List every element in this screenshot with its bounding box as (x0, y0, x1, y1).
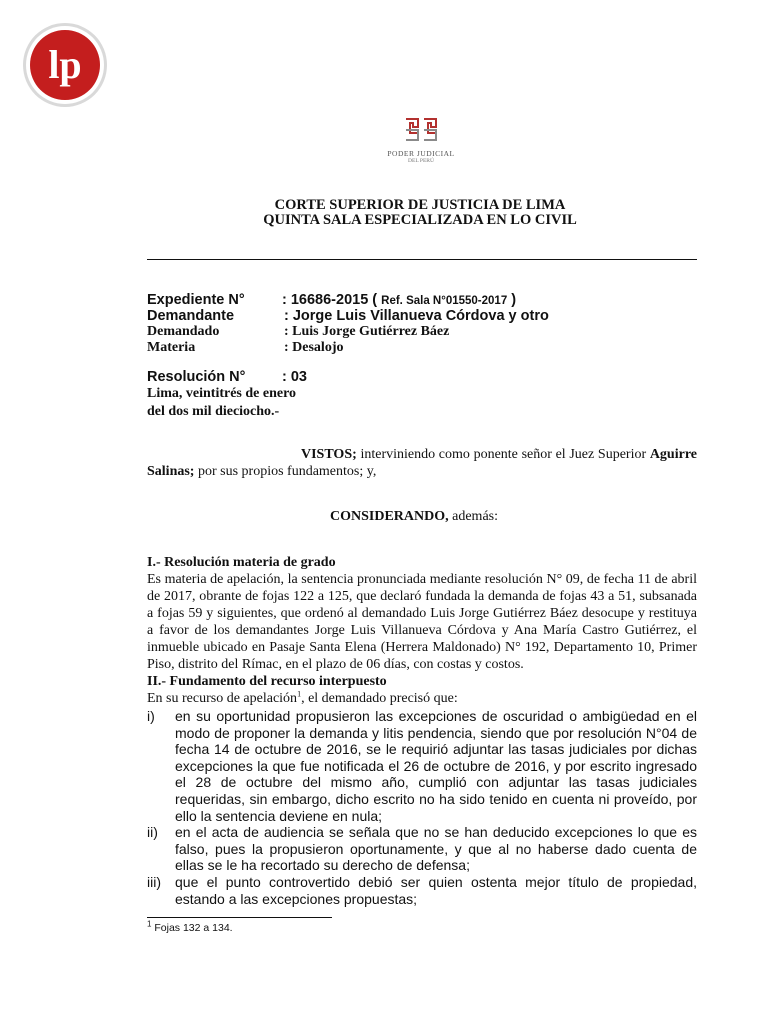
vistos-tail: por sus propios fundamentos; y, (194, 464, 377, 479)
header-divider (147, 259, 697, 260)
list-item (147, 824, 697, 874)
demandado-label: Demandado (147, 324, 220, 339)
ref-close: ) (507, 292, 517, 308)
demandante-label: Demandante (147, 308, 235, 324)
court-name: CORTE SUPERIOR DE JUSTICIA DE LIMA (274, 197, 566, 213)
ref-open: ( (372, 292, 382, 308)
considerando-heading (330, 508, 630, 525)
lp-logo-icon (22, 22, 108, 108)
date-line-1: Lima, veintitrés de enero (147, 386, 297, 401)
appeal-points-list (147, 708, 697, 907)
list-marker: iii) (147, 873, 161, 890)
judge-name: Aguirre Salinas; (147, 447, 697, 479)
section-1 (147, 554, 697, 673)
demandado-value: : Luis Jorge Gutiérrez Báez (284, 324, 450, 339)
list-item-text: en su oportunidad propusieron las excepciones de oscuridad o ambigüedad en el modo de proponer la demanda y litis pendencia, siendo que por resolución N°04 de fecha 14 de octubre de 2016, se le requirió adjuntar las tasas judiciales por dichas excepciones la que fue notificada el 26 de octubre de 2016, y por escrito ingresado el 28 de octubre del mismo año, cumplió con adjuntar las tasas judiciales requeridas, sin embargo, dicho escrito no ha sido tenido en cuenta ni proveído, por ello la sentencia deviene en nula; (175, 708, 697, 824)
list-marker: ii) (147, 824, 158, 841)
list-item (147, 708, 697, 824)
materia-value: : Desalojo (284, 340, 344, 355)
demandante-value: : Jorge Luis Villanueva Córdova y otro (284, 308, 549, 324)
resolucion-label: Resolución N° (147, 369, 246, 385)
vistos-lead: VISTOS; (301, 447, 357, 462)
date-line-2: del dos mil dieciocho.- (147, 404, 280, 419)
seal-sub: DEL PERÚ (408, 158, 434, 164)
section-2-intro: En su recurso de apelación$^1$, el demandado precisó que: (147, 689, 458, 706)
expediente-label: Expediente N° (147, 292, 245, 308)
section-1-text: Es materia de apelación, la sentencia pronunciada mediante resolución N° 09, de fecha 11 de abril de 2017, obrante de fojas 122 a 125, que declaró fundada la demanda de fojas 43 a 51, subsanada a fojas 59 y siguientes, que ordenó al demandado Luis Jorge Gutiérrez Báez desocupe y restituya a favor de los demandantes Jorge Luis Villanueva Córdova y Ana María Castro Gutiérrez, el inmueble ubicado en Pasaje Santa Elena (Herrera Maldonado) N° 192, Departamento 10, Primer Piso, distrito del Rímac, en el plazo de 06 días, con costas y costos. (147, 572, 697, 672)
considerando-rest: además: (448, 509, 498, 524)
vistos-paragraph (147, 446, 697, 480)
resolucion-value: : 03 (282, 369, 307, 385)
ref-value: Ref. Sala N°01550-2017 (381, 295, 508, 307)
list-item-text: que el punto controvertido debió ser quien ostenta mejor título de propiedad, estando a las excepciones propuestas; (175, 873, 697, 907)
section-2-title: II.- Fundamento del recurso interpuesto (147, 674, 387, 689)
seal-org: PODER JUDICIAL (387, 149, 455, 158)
logo-text: lp (48, 42, 82, 87)
footnote-ref: 1 (297, 689, 302, 699)
poder-judicial-emblem-icon (404, 116, 438, 142)
list-item-text: en el acta de audiencia se señala que no se han deducido excepciones lo que es falso, pues la propusieron oportunamente, y que al no haberse dado cuenta de ellas se le ha recortado su derecho de defensa; (175, 824, 697, 874)
list-item (147, 874, 697, 907)
vistos-text: interviniendo como ponente señor el Juez Superior (356, 447, 650, 462)
expediente-value: : 16686-2015 (282, 292, 369, 308)
chamber-name: QUINTA SALA ESPECIALIZADA EN LO CIVIL (263, 212, 577, 228)
poder-judicial-seal (376, 116, 466, 164)
considerando-lead: CONSIDERANDO, (330, 509, 449, 524)
section-2 (147, 673, 697, 707)
footnote (147, 919, 233, 934)
footnote-number: 1 (147, 919, 152, 929)
materia-label: Materia (147, 340, 196, 355)
footnote-divider (147, 917, 332, 918)
section-1-title: I.- Resolución materia de grado (147, 555, 336, 570)
footnote-text: Fojas 132 a 134. (151, 922, 233, 934)
list-marker: i) (147, 708, 155, 724)
